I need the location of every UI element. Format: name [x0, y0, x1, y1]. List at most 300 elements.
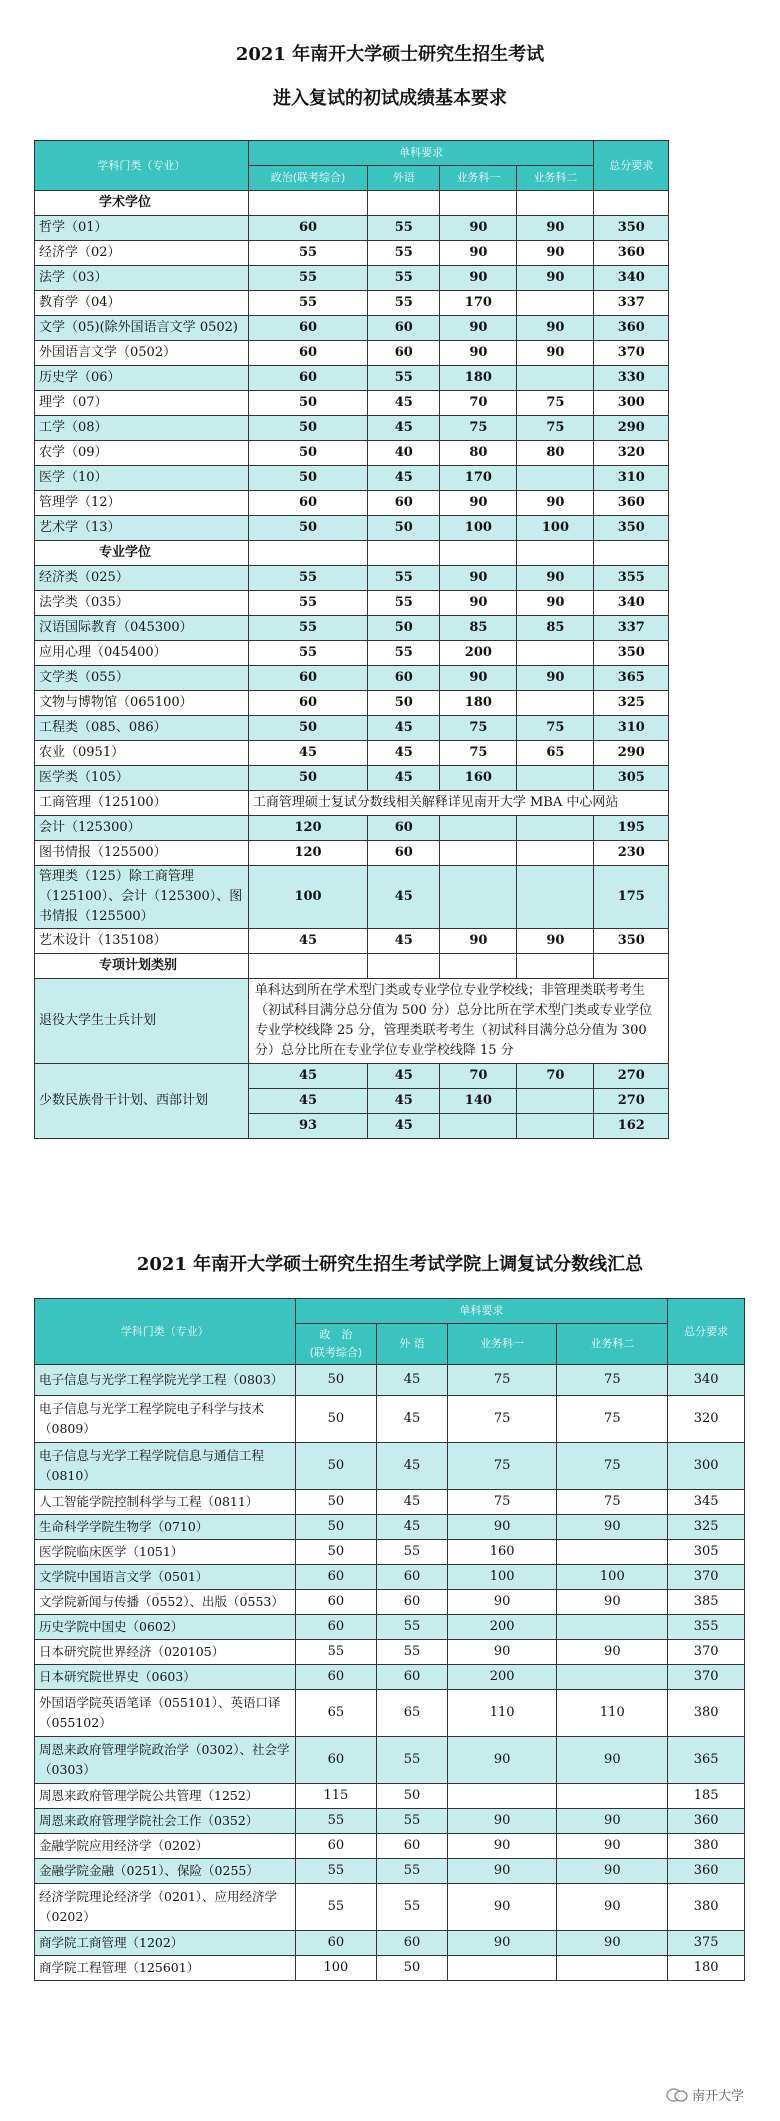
table-row	[35, 1540, 745, 1565]
subject-cell: 日本研究院世界史（0603）	[35, 1665, 296, 1690]
table-row	[35, 1565, 745, 1590]
value-cell: 90	[557, 1809, 668, 1834]
header-subject: 学科门类（专业）	[35, 141, 249, 191]
total-cell: 290	[594, 416, 669, 441]
table-row	[35, 929, 745, 954]
value-cell: 75	[447, 1443, 557, 1490]
subject-cell: 外国语学院英语笔译（055101）、英语口译（055102）	[35, 1690, 296, 1737]
value-cell: 370	[668, 1665, 745, 1690]
course1-cell: 80	[440, 441, 517, 466]
foreign-cell: 60	[368, 316, 440, 341]
course2-cell	[517, 866, 594, 929]
total-cell: 230	[594, 841, 669, 866]
table-row	[35, 1690, 745, 1737]
value-cell: 45	[368, 1114, 440, 1139]
total-cell: 320	[594, 441, 669, 466]
course2-cell	[517, 841, 594, 866]
value-cell: 345	[668, 1490, 745, 1515]
value-cell: 50	[295, 1515, 377, 1540]
value-cell: 375	[668, 1931, 745, 1956]
value-cell: 60	[377, 1565, 448, 1590]
table-row	[35, 1784, 745, 1809]
foreign-cell: 45	[368, 416, 440, 441]
value-cell: 60	[377, 1590, 448, 1615]
table-row	[35, 291, 745, 316]
value-cell: 60	[377, 1931, 448, 1956]
watermark-text: 南开大学	[691, 2089, 744, 2104]
value-cell: 75	[557, 1490, 668, 1515]
value-cell: 90	[440, 929, 517, 954]
course1-cell: 90	[440, 591, 517, 616]
table-row	[35, 641, 745, 666]
value-cell: 370	[668, 1565, 745, 1590]
course1-cell	[440, 866, 517, 929]
value-cell	[517, 1114, 594, 1139]
requirements-table	[34, 140, 745, 1139]
subject-cell: 人工智能学院控制科学与工程（0811）	[35, 1490, 296, 1515]
subject-cell: 农学（09）	[35, 441, 249, 466]
foreign-cell: 50	[368, 616, 440, 641]
table-row	[35, 616, 745, 641]
subject-cell: 退役大学生士兵计划	[35, 979, 249, 1064]
value-cell	[557, 1784, 668, 1809]
total-cell: 340	[594, 591, 669, 616]
value-cell: 90	[557, 1931, 668, 1956]
value-cell: 140	[440, 1089, 517, 1114]
subject-cell: 经济类（025）	[35, 566, 249, 591]
value-cell: 75	[557, 1365, 668, 1396]
table-row	[35, 466, 745, 491]
value-cell: 45	[377, 1365, 448, 1396]
course1-cell: 90	[440, 566, 517, 591]
empty-cell	[368, 191, 440, 216]
header2-total: 总分要求	[668, 1299, 745, 1365]
subject-cell: 法学类（035）	[35, 591, 249, 616]
foreign-cell: 55	[368, 241, 440, 266]
value-cell	[517, 1089, 594, 1114]
value-cell: 45	[377, 1396, 448, 1443]
subject-cell: 图书情报（125500）	[35, 841, 249, 866]
table-row	[35, 979, 745, 1064]
subject-cell: 历史学（06）	[35, 366, 249, 391]
value-cell: 200	[447, 1615, 557, 1640]
subject-cell: 教育学（04）	[35, 291, 249, 316]
total-cell: 175	[594, 866, 669, 929]
politics-cell: 120	[248, 841, 367, 866]
value-cell: 50	[295, 1490, 377, 1515]
table-row	[35, 416, 745, 441]
total-cell: 350	[594, 516, 669, 541]
value-cell: 90	[557, 1884, 668, 1931]
course1-cell: 180	[440, 366, 517, 391]
subject-cell: 艺术学（13）	[35, 516, 249, 541]
value-cell: 270	[594, 1064, 669, 1089]
table-row	[35, 1064, 745, 1089]
value-cell: 90	[447, 1515, 557, 1540]
subject-cell: 管理学（12）	[35, 491, 249, 516]
subject-cell: 会计（125300）	[35, 816, 249, 841]
table-row	[35, 691, 745, 716]
course1-cell: 170	[440, 291, 517, 316]
table-row	[35, 1859, 745, 1884]
foreign-cell: 45	[368, 391, 440, 416]
section-label: 专项计划类别	[35, 954, 249, 979]
table-row	[35, 1590, 745, 1615]
politics-cell: 55	[248, 591, 367, 616]
empty-cell	[517, 541, 594, 566]
subject-cell: 周恩来政府管理学院政治学（0302）、社会学（0303）	[35, 1737, 296, 1784]
course1-cell: 90	[440, 216, 517, 241]
value-cell	[440, 1114, 517, 1139]
politics-cell: 55	[248, 291, 367, 316]
total-cell: 355	[594, 566, 669, 591]
value-cell: 380	[668, 1884, 745, 1931]
value-cell: 365	[668, 1737, 745, 1784]
value-cell: 65	[295, 1690, 377, 1737]
empty-cell	[368, 954, 440, 979]
foreign-cell: 55	[368, 641, 440, 666]
value-cell: 160	[447, 1540, 557, 1565]
subject-cell: 管理类（125）除工商管理（125100）、会计（125300）、图书情报（125500）	[35, 866, 249, 929]
section-row	[35, 954, 745, 979]
value-cell: 93	[248, 1114, 367, 1139]
value-cell: 115	[295, 1784, 377, 1809]
value-cell: 55	[377, 1737, 448, 1784]
course2-cell: 90	[517, 241, 594, 266]
value-cell: 45	[248, 1064, 367, 1089]
value-cell: 90	[557, 1859, 668, 1884]
value-cell: 60	[295, 1737, 377, 1784]
value-cell	[447, 1956, 557, 1981]
value-cell: 45	[248, 1089, 367, 1114]
politics-cell: 55	[248, 241, 367, 266]
table-row	[35, 1443, 745, 1490]
subject-cell: 金融学院金融（0251）、保险（0255）	[35, 1859, 296, 1884]
course1-cell: 170	[440, 466, 517, 491]
value-cell: 100	[295, 1956, 377, 1981]
table-row	[35, 1515, 745, 1540]
table-row	[35, 1834, 745, 1859]
subject-cell: 经济学（02）	[35, 241, 249, 266]
table-row	[35, 516, 745, 541]
value-cell: 90	[557, 1590, 668, 1615]
politics-cell: 45	[248, 741, 367, 766]
total-cell: 305	[594, 766, 669, 791]
value-cell: 355	[668, 1615, 745, 1640]
value-cell: 60	[295, 1615, 377, 1640]
value-cell: 110	[557, 1690, 668, 1737]
politics-cell: 55	[248, 266, 367, 291]
value-cell: 60	[295, 1590, 377, 1615]
raised-lines-table	[34, 1298, 745, 1981]
value-cell: 55	[377, 1809, 448, 1834]
course1-cell: 90	[440, 491, 517, 516]
course2-cell: 85	[517, 616, 594, 641]
course2-cell: 90	[517, 666, 594, 691]
value-cell: 90	[447, 1931, 557, 1956]
section-row	[35, 541, 745, 566]
course2-cell	[517, 691, 594, 716]
total-cell: 360	[594, 491, 669, 516]
foreign-cell: 60	[368, 491, 440, 516]
value-cell: 385	[668, 1590, 745, 1615]
table-row	[35, 341, 745, 366]
subject-cell: 电子信息与光学工程学院信息与通信工程（0810）	[35, 1443, 296, 1490]
subject-cell: 少数民族骨干计划、西部计划	[35, 1064, 249, 1139]
value-cell: 50	[295, 1443, 377, 1490]
table-row	[35, 1490, 745, 1515]
course1-cell: 180	[440, 691, 517, 716]
value-cell: 65	[377, 1690, 448, 1737]
value-cell: 90	[557, 1640, 668, 1665]
politics-cell: 55	[248, 641, 367, 666]
value-cell: 45	[377, 1443, 448, 1490]
subject-cell: 文学院中国语言文学（0501）	[35, 1565, 296, 1590]
value-cell: 75	[557, 1396, 668, 1443]
value-cell: 90	[447, 1884, 557, 1931]
foreign-cell: 45	[368, 866, 440, 929]
header2-politics: 政 治 (联考综合)	[295, 1324, 377, 1365]
course2-cell	[517, 816, 594, 841]
header2-subject: 学科门类（专业）	[35, 1299, 296, 1365]
course2-cell: 75	[517, 716, 594, 741]
course1-cell: 85	[440, 616, 517, 641]
total-cell: 365	[594, 666, 669, 691]
value-cell: 60	[377, 1665, 448, 1690]
subject-cell: 金融学院应用经济学（0202）	[35, 1834, 296, 1859]
subject-cell: 医学院临床医学（1051）	[35, 1540, 296, 1565]
value-cell: 55	[377, 1615, 448, 1640]
value-cell: 55	[377, 1884, 448, 1931]
empty-cell	[368, 541, 440, 566]
empty-cell	[440, 191, 517, 216]
course2-cell	[517, 366, 594, 391]
subject-cell: 理学（07）	[35, 391, 249, 416]
veterans-note-cell: 单科达到所在学术型门类或专业学位专业学校线；非管理类联考考生（初试科目满分总分值为 500 分）总分比所在学术型门类或专业学位专业学校线降 25 分，管理类联考考生（初试科目满分总分值为 300 分）总分比所在专业学位专业学校线降 15 分	[248, 979, 668, 1064]
foreign-cell: 60	[368, 666, 440, 691]
subject-cell: 应用心理（045400）	[35, 641, 249, 666]
total-cell: 310	[594, 466, 669, 491]
politics-cell: 55	[248, 616, 367, 641]
table-row	[35, 1615, 745, 1640]
politics-cell: 60	[248, 316, 367, 341]
table-row	[35, 441, 745, 466]
header-single: 单科要求	[248, 141, 594, 166]
value-cell: 90	[517, 929, 594, 954]
politics-cell: 50	[248, 516, 367, 541]
watermark	[666, 2085, 744, 2104]
course2-cell: 90	[517, 266, 594, 291]
value-cell: 55	[377, 1540, 448, 1565]
subject-cell: 周恩来政府管理学院公共管理（1252）	[35, 1784, 296, 1809]
value-cell: 55	[295, 1884, 377, 1931]
total-cell: 370	[594, 341, 669, 366]
table-row	[35, 1737, 745, 1784]
foreign-cell: 60	[368, 341, 440, 366]
politics-cell: 50	[248, 416, 367, 441]
politics-cell: 60	[248, 341, 367, 366]
subject-cell: 工学（08）	[35, 416, 249, 441]
header-course1: 业务科一	[440, 166, 517, 191]
table-row	[35, 1396, 745, 1443]
header2-course2: 业务科二	[557, 1324, 668, 1365]
value-cell: 60	[377, 1834, 448, 1859]
value-cell: 180	[668, 1956, 745, 1981]
header-course2: 业务科二	[517, 166, 594, 191]
table-row	[35, 816, 745, 841]
table-row	[35, 866, 745, 929]
value-cell: 60	[295, 1665, 377, 1690]
value-cell: 360	[668, 1809, 745, 1834]
subject-cell: 日本研究院世界经济（020105）	[35, 1640, 296, 1665]
politics-cell: 60	[248, 491, 367, 516]
foreign-cell: 45	[368, 741, 440, 766]
foreign-cell: 45	[368, 466, 440, 491]
summary-title: 2021 年南开大学硕士研究生招生考试学院上调复试分数线汇总	[136, 1254, 644, 1275]
value-cell: 380	[668, 1690, 745, 1737]
table-row	[35, 241, 745, 266]
total-cell: 195	[594, 816, 669, 841]
value-cell: 50	[377, 1956, 448, 1981]
value-cell: 50	[295, 1540, 377, 1565]
subject-cell: 艺术设计（135108）	[35, 929, 249, 954]
empty-cell	[248, 954, 367, 979]
value-cell: 340	[668, 1365, 745, 1396]
course1-cell: 90	[440, 666, 517, 691]
politics-cell: 50	[248, 716, 367, 741]
value-cell: 90	[557, 1834, 668, 1859]
value-cell	[557, 1665, 668, 1690]
politics-cell: 50	[248, 391, 367, 416]
table-row	[35, 1809, 745, 1834]
value-cell: 90	[557, 1737, 668, 1784]
value-cell: 60	[295, 1834, 377, 1859]
value-cell: 75	[447, 1490, 557, 1515]
value-cell: 90	[447, 1834, 557, 1859]
total-cell: 340	[594, 266, 669, 291]
subject-cell: 医学（10）	[35, 466, 249, 491]
header-total: 总分要求	[594, 141, 669, 191]
subject-cell: 电子信息与光学工程学院光学工程（0803）	[35, 1365, 296, 1396]
course1-cell	[440, 841, 517, 866]
foreign-cell: 55	[368, 566, 440, 591]
table-row	[35, 716, 745, 741]
table-row	[35, 316, 745, 341]
value-cell: 100	[447, 1565, 557, 1590]
course1-cell: 90	[440, 316, 517, 341]
foreign-cell: 45	[368, 766, 440, 791]
section-row	[35, 191, 745, 216]
total-cell: 337	[594, 616, 669, 641]
course2-cell: 75	[517, 416, 594, 441]
table-row	[35, 1665, 745, 1690]
table-row	[35, 366, 745, 391]
politics-cell: 50	[248, 441, 367, 466]
value-cell: 350	[594, 929, 669, 954]
value-cell: 45	[368, 1064, 440, 1089]
value-cell: 55	[295, 1859, 377, 1884]
empty-cell	[440, 541, 517, 566]
empty-cell	[517, 191, 594, 216]
value-cell: 50	[377, 1784, 448, 1809]
value-cell: 90	[557, 1515, 668, 1540]
politics-cell: 60	[248, 216, 367, 241]
course2-cell: 90	[517, 316, 594, 341]
table-row	[35, 666, 745, 691]
table-row	[35, 566, 745, 591]
total-cell: 330	[594, 366, 669, 391]
course1-cell: 200	[440, 641, 517, 666]
value-cell: 90	[447, 1590, 557, 1615]
value-cell: 360	[668, 1859, 745, 1884]
empty-cell	[248, 191, 367, 216]
value-cell: 55	[377, 1859, 448, 1884]
value-cell: 70	[440, 1064, 517, 1089]
course1-cell: 75	[440, 716, 517, 741]
value-cell: 270	[594, 1089, 669, 1114]
value-cell: 75	[557, 1443, 668, 1490]
subject-cell: 文学类（055）	[35, 666, 249, 691]
total-cell: 360	[594, 316, 669, 341]
course1-cell: 160	[440, 766, 517, 791]
value-cell: 370	[668, 1640, 745, 1665]
politics-cell: 120	[248, 816, 367, 841]
value-cell: 305	[668, 1540, 745, 1565]
table-row	[35, 841, 745, 866]
course1-cell: 75	[440, 741, 517, 766]
total-cell: 337	[594, 291, 669, 316]
subject-cell: 历史学院中国史（0602）	[35, 1615, 296, 1640]
empty-cell	[517, 954, 594, 979]
foreign-cell: 45	[368, 716, 440, 741]
value-cell: 75	[447, 1396, 557, 1443]
value-cell: 45	[248, 929, 367, 954]
empty-cell	[440, 954, 517, 979]
value-cell: 200	[447, 1665, 557, 1690]
doc-title-line2: 进入复试的初试成绩基本要求	[273, 88, 507, 109]
doc-title-line1: 2021 年南开大学硕士研究生招生考试	[235, 44, 545, 65]
course2-cell: 90	[517, 491, 594, 516]
subject-cell: 工程类（085、086）	[35, 716, 249, 741]
value-cell	[557, 1615, 668, 1640]
header2-single: 单科要求	[295, 1299, 668, 1324]
subject-cell: 外国语言文学（0502）	[35, 341, 249, 366]
foreign-cell: 50	[368, 516, 440, 541]
subject-cell: 汉语国际教育（045300）	[35, 616, 249, 641]
politics-cell: 60	[248, 366, 367, 391]
table-row	[35, 1956, 745, 1981]
value-cell: 90	[447, 1640, 557, 1665]
subject-cell: 商学院工程管理（125601）	[35, 1956, 296, 1981]
table-row	[35, 391, 745, 416]
value-cell: 60	[295, 1931, 377, 1956]
course2-cell	[517, 291, 594, 316]
subject-cell: 电子信息与光学工程学院电子科学与技术（0809）	[35, 1396, 296, 1443]
value-cell: 185	[668, 1784, 745, 1809]
subject-cell: 文学（05)(除外国语言文学 0502)	[35, 316, 249, 341]
subject-cell: 商学院工商管理（1202）	[35, 1931, 296, 1956]
politics-cell: 60	[248, 666, 367, 691]
value-cell: 90	[447, 1809, 557, 1834]
mba-note-cell: 工商管理硕士复试分数线相关解释详见南开大学 MBA 中心网站	[248, 791, 668, 816]
foreign-cell: 55	[368, 591, 440, 616]
section-label: 学术学位	[35, 191, 249, 216]
subject-cell: 经济学院理论经济学（0201）、应用经济学（0202）	[35, 1884, 296, 1931]
table-row	[35, 741, 745, 766]
value-cell: 100	[557, 1565, 668, 1590]
total-cell: 310	[594, 716, 669, 741]
subject-cell: 生命科学学院生物学（0710）	[35, 1515, 296, 1540]
